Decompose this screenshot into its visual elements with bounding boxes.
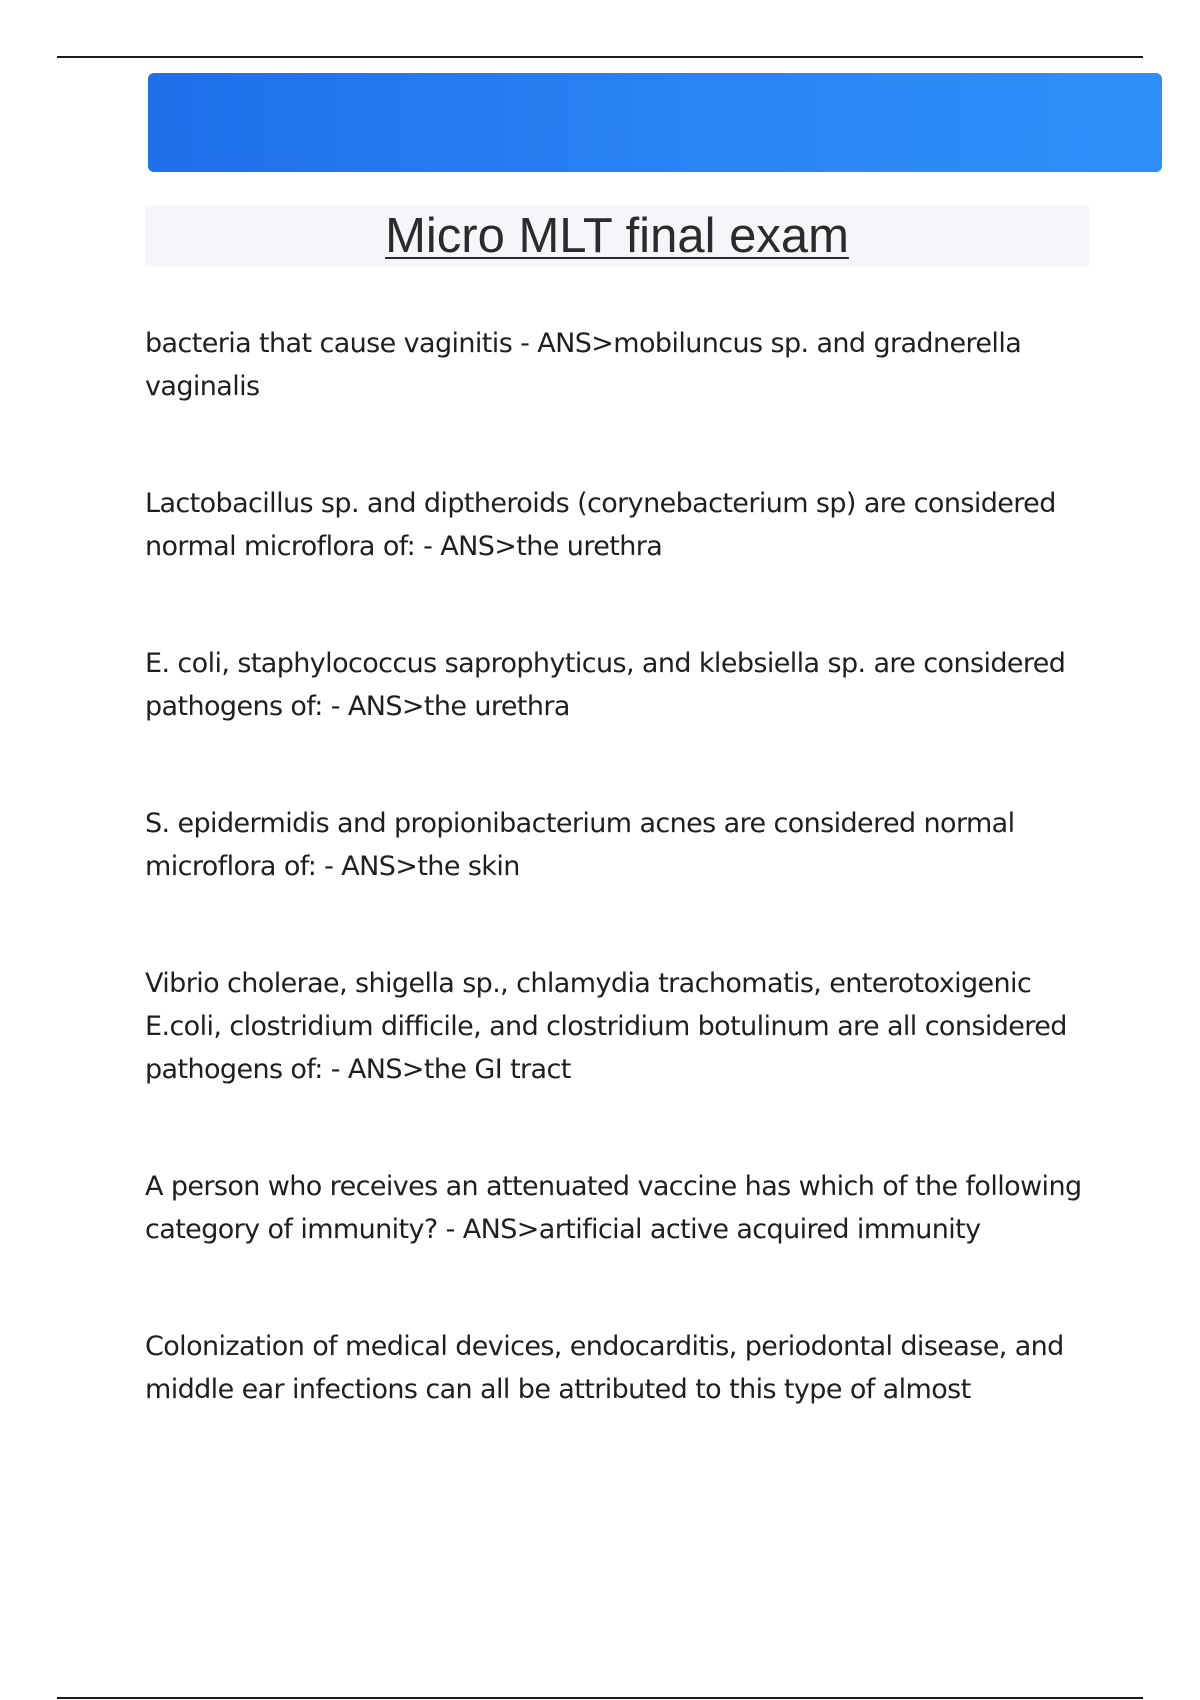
qa-item: Lactobacillus sp. and diptheroids (corynebacterium sp) are considered normal microflora of: - ANS>the urethra	[145, 488, 1056, 562]
qa-item: Colonization of medical devices, endocarditis, periodontal disease, and middle ear infections can all be attributed to this type of almost	[145, 1331, 1064, 1405]
qa-item: A person who receives an attenuated vaccine has which of the following category of immunity? - ANS>artificial active acquired immunity	[145, 1171, 1082, 1245]
qa-item: Vibrio cholerae, shigella sp., chlamydia trachomatis, enterotoxigenic E.coli, clostridium difficile, and clostridium botulinum are all considered pathogens of: - ANS>the GI tract	[145, 968, 1067, 1085]
title-box	[145, 206, 1089, 266]
header-banner	[148, 73, 1162, 172]
qa-item: S. epidermidis and propionibacterium acnes are considered normal microflora of: - ANS>the skin	[145, 808, 1015, 882]
page-title: Micro MLT final exam	[385, 209, 849, 263]
qa-list	[145, 322, 1105, 1485]
bottom-rule	[57, 1697, 1143, 1699]
top-rule	[57, 56, 1143, 58]
qa-item: E. coli, staphylococcus saprophyticus, and klebsiella sp. are considered pathogens of: - ANS>the urethra	[145, 648, 1066, 722]
qa-item: bacteria that cause vaginitis - ANS>mobiluncus sp. and gradnerella vaginalis	[145, 328, 1022, 402]
